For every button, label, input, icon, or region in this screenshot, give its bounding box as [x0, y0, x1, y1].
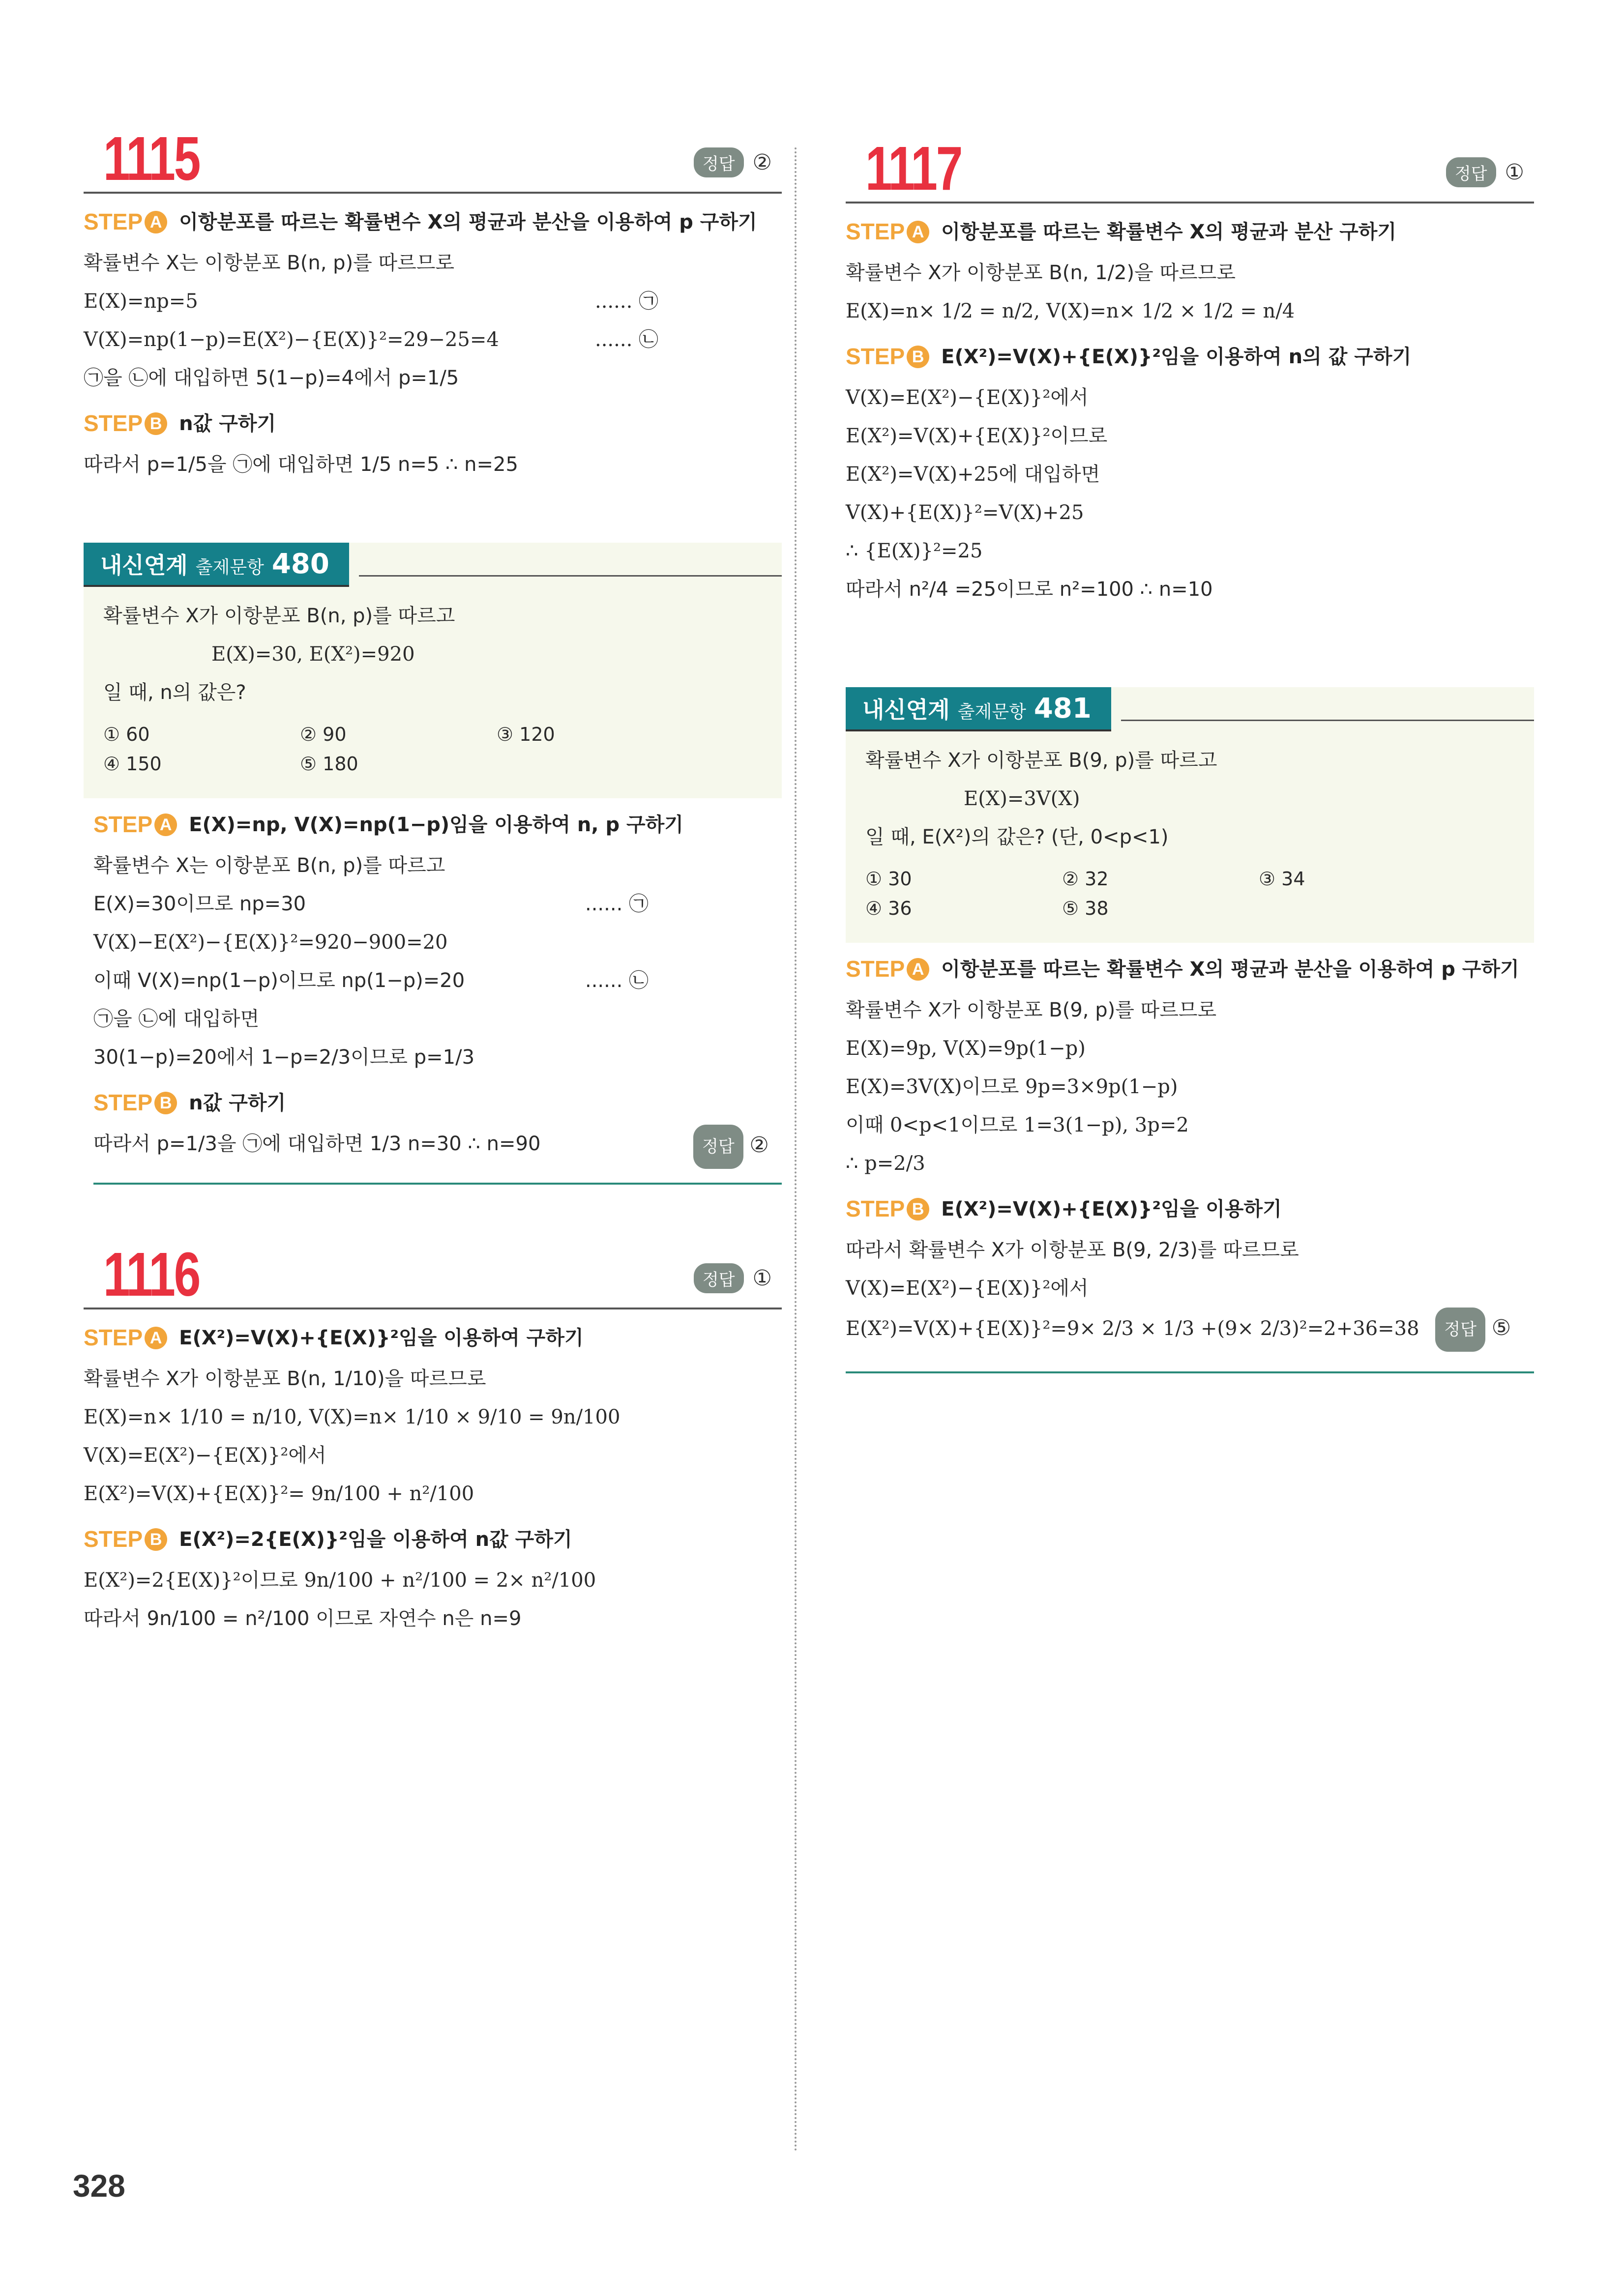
solution-line: 이때 0<p<1이므로 1=3(1−p), 3p=2 — [846, 1114, 1189, 1136]
final-line: 따라서 p=1/5을 ㉠에 대입하면 1/5 n=5 ∴ n=25 — [84, 453, 518, 476]
step-a — [846, 218, 1534, 246]
problem-1115 — [84, 123, 782, 484]
solution-line: 확률변수 X가 이항분포 B(n, 1/2)을 따르므로 — [846, 262, 1236, 284]
step-label: STEP B — [84, 1526, 167, 1552]
choices — [103, 720, 772, 779]
choice[interactable]: ① 30 — [865, 868, 912, 890]
choice[interactable]: ③ 34 — [1259, 868, 1305, 890]
step-a — [84, 1324, 782, 1352]
answer-badge: 정답 — [1446, 157, 1496, 187]
answer-value: ① — [752, 1266, 772, 1291]
solution-line: E(X)=30이므로 np=30 ...... ㉠ — [93, 893, 649, 915]
final-line: 따라서 p=1/3을 ㉠에 대입하면 1/3 n=30 ∴ n=90 정답 ② — [93, 1125, 782, 1163]
step-label: STEP B — [93, 1089, 177, 1116]
solution-line: E(X²)=V(X)+25에 대입하면 — [846, 463, 1100, 486]
connect-body — [84, 587, 782, 779]
solution-line: E(X²)=V(X)+{E(X)}²이므로 — [846, 425, 1108, 447]
step-title: n값 구하기 — [179, 412, 276, 435]
step-title: E(X²)=V(X)+{E(X)}²임을 이용하여 구하기 — [179, 1327, 584, 1349]
answer-tag — [694, 147, 772, 177]
solution-line: 따라서 확률변수 X가 이항분포 B(9, 2/3)를 따르므로 — [846, 1239, 1299, 1261]
step-b — [84, 1526, 782, 1553]
solution-line: V(X)=E(X²)−{E(X)}²에서 — [846, 1277, 1089, 1300]
solution-line: V(X)=E(X²)−{E(X)}²에서 — [846, 386, 1089, 409]
final-line: E(X²)=V(X)+{E(X)}²=9× 2/3 × 1/3 +(9× 2/3)²=2+36=38 정답 ⑤ — [846, 1308, 1534, 1352]
step-title: 이항분포를 따르는 확률변수 X의 평균과 분산을 이용하여 p 구하기 — [941, 958, 1519, 981]
solution-line: ∴ p=2/3 — [846, 1152, 925, 1175]
solution-481 — [846, 956, 1534, 1373]
answer-tag — [1446, 157, 1524, 187]
step-a — [84, 208, 782, 236]
question-line: 확률변수 X가 이항분포 B(n, p)를 따르고 — [103, 605, 455, 627]
step-label: STEP A — [93, 811, 177, 838]
step-a — [846, 956, 1534, 983]
solution-line: V(X)=np(1−p)=E(X²)−{E(X)}²=29−25=4 ...... ㉡ — [84, 328, 659, 351]
step-label: STEP A — [84, 1324, 167, 1351]
solution-line: E(X)=n× 1/2 = n/2, V(X)=n× 1/2 × 1/2 = n/4 — [846, 300, 1295, 322]
choice[interactable]: ② 90 — [300, 724, 347, 745]
solution-line: E(X)=9p, V(X)=9p(1−p) — [846, 1037, 1086, 1060]
step-label: STEP B — [84, 410, 167, 436]
solution-line: E(X)=n× 1/10 = n/10, V(X)=n× 1/10 × 9/10 = 9n/100 — [84, 1406, 620, 1428]
solution-line: 이때 V(X)=np(1−p)이므로 np(1−p)=20 ...... ㉡ — [93, 969, 649, 992]
page-number: 328 — [73, 2168, 125, 2204]
solution-line: V(X)+{E(X)}²=V(X)+25 — [846, 501, 1084, 524]
step-title: n값 구하기 — [189, 1092, 286, 1114]
connect-rule — [359, 575, 782, 577]
connect-body — [846, 731, 1534, 923]
solution-line: 확률변수 X가 이항분포 B(n, 1/10)을 따르므로 — [84, 1367, 486, 1390]
answer-value: ① — [1505, 160, 1524, 185]
problem-1117 — [846, 133, 1534, 609]
solution-line: ∴ {E(X)}²=25 — [846, 540, 983, 562]
choice[interactable]: ③ 120 — [497, 724, 555, 745]
step-title: E(X²)=V(X)+{E(X)}²임을 이용하여 n의 값 구하기 — [941, 346, 1412, 368]
step-title: 이항분포를 따르는 확률변수 X의 평균과 분산 구하기 — [941, 221, 1396, 243]
choice[interactable]: ⑤ 180 — [300, 753, 358, 775]
solution-line: 확률변수 X는 이항분포 B(n, p)를 따르고 — [93, 854, 445, 877]
connect-header: 내신연계 출제문항 481 — [846, 687, 1111, 731]
step-b — [84, 410, 782, 437]
step-b — [846, 1195, 1534, 1223]
problem-header — [84, 123, 782, 194]
connect-rule — [1121, 720, 1534, 721]
connect-481 — [846, 687, 1534, 943]
solution-line: ㉠을 ㉡에 대입하면 5(1−p)=4에서 p=1/5 — [84, 367, 459, 389]
end-rule — [93, 1183, 782, 1185]
question-line: 일 때, n의 값은? — [103, 681, 246, 704]
right-column — [846, 133, 1534, 1373]
step-label: STEP B — [846, 1195, 929, 1222]
choice[interactable]: ④ 150 — [103, 753, 162, 775]
question-line: 일 때, E(X²)의 값은? (단, 0<p<1) — [865, 826, 1169, 848]
choice[interactable]: ④ 36 — [865, 898, 912, 919]
answer-value: ② — [752, 150, 772, 175]
step-title: 이항분포를 따르는 확률변수 X의 평균과 분산을 이용하여 p 구하기 — [179, 211, 757, 233]
step-b — [846, 343, 1534, 371]
answer-tag — [694, 1263, 772, 1293]
end-rule — [846, 1371, 1534, 1373]
step-label: STEP B — [846, 343, 929, 370]
choice[interactable]: ⑤ 38 — [1062, 898, 1109, 919]
problem-header — [84, 1239, 782, 1309]
problem-header — [846, 133, 1534, 203]
solution-line: 확률변수 X는 이항분포 B(n, p)를 따르므로 — [84, 252, 455, 274]
solution-line: V(X)−E(X²)−{E(X)}²=920−900=20 — [93, 931, 448, 954]
step-title: E(X²)=2{E(X)}²임을 이용하여 n값 구하기 — [179, 1528, 572, 1551]
step-b — [93, 1089, 782, 1117]
solution-line: E(X²)=V(X)+{E(X)}²= 9n/100 + n²/100 — [84, 1482, 474, 1505]
question-line: 확률변수 X가 이항분포 B(9, p)를 따르고 — [865, 749, 1217, 772]
choice[interactable]: ① 60 — [103, 724, 150, 745]
left-column — [84, 123, 782, 1638]
question-line: E(X)=30, E(X²)=920 — [211, 643, 415, 666]
step-label: STEP A — [846, 956, 929, 982]
connect-480 — [84, 543, 782, 798]
step-title: E(X)=np, V(X)=np(1−p)임을 이용하여 n, p 구하기 — [189, 814, 683, 836]
solution-line: E(X)=np=5 ...... ㉠ — [84, 290, 659, 313]
step-title: E(X²)=V(X)+{E(X)}²임을 이용하기 — [941, 1198, 1282, 1221]
final-line: 따라서 n²/4 =25이므로 n²=100 ∴ n=10 — [846, 578, 1213, 601]
problem-number: 1117 — [865, 134, 962, 203]
problem-1116 — [84, 1239, 782, 1638]
step-label: STEP A — [846, 218, 929, 245]
solution-line: ㉠을 ㉡에 대입하면 — [93, 1008, 260, 1030]
solution-line: V(X)=E(X²)−{E(X)}²에서 — [84, 1444, 326, 1467]
solution-line: 확률변수 X가 이항분포 B(9, p)를 따르므로 — [846, 999, 1217, 1021]
column-divider — [795, 147, 797, 2153]
solution-line: E(X)=3V(X)이므로 9p=3×9p(1−p) — [846, 1075, 1178, 1098]
problem-number: 1115 — [103, 124, 200, 193]
problem-number: 1116 — [103, 1240, 200, 1309]
answer-badge: 정답 — [694, 147, 744, 177]
step-a — [93, 811, 782, 839]
step-label: STEP A — [84, 208, 167, 235]
solution-line: E(X²)=2{E(X)}²이므로 9n/100 + n²/100 = 2× n²/100 — [84, 1569, 596, 1592]
choices — [865, 864, 1524, 923]
connect-header: 내신연계 출제문항 480 — [84, 543, 349, 587]
final-line: 따라서 9n/100 = n²/100 이므로 자연수 n은 n=9 — [84, 1607, 522, 1630]
choice[interactable]: ② 32 — [1062, 868, 1109, 890]
answer-badge: 정답 — [694, 1263, 744, 1293]
solution-line: 30(1−p)=20에서 1−p=2/3이므로 p=1/3 — [93, 1046, 475, 1069]
question-line: E(X)=3V(X) — [964, 787, 1080, 810]
solution-480 — [84, 811, 782, 1185]
